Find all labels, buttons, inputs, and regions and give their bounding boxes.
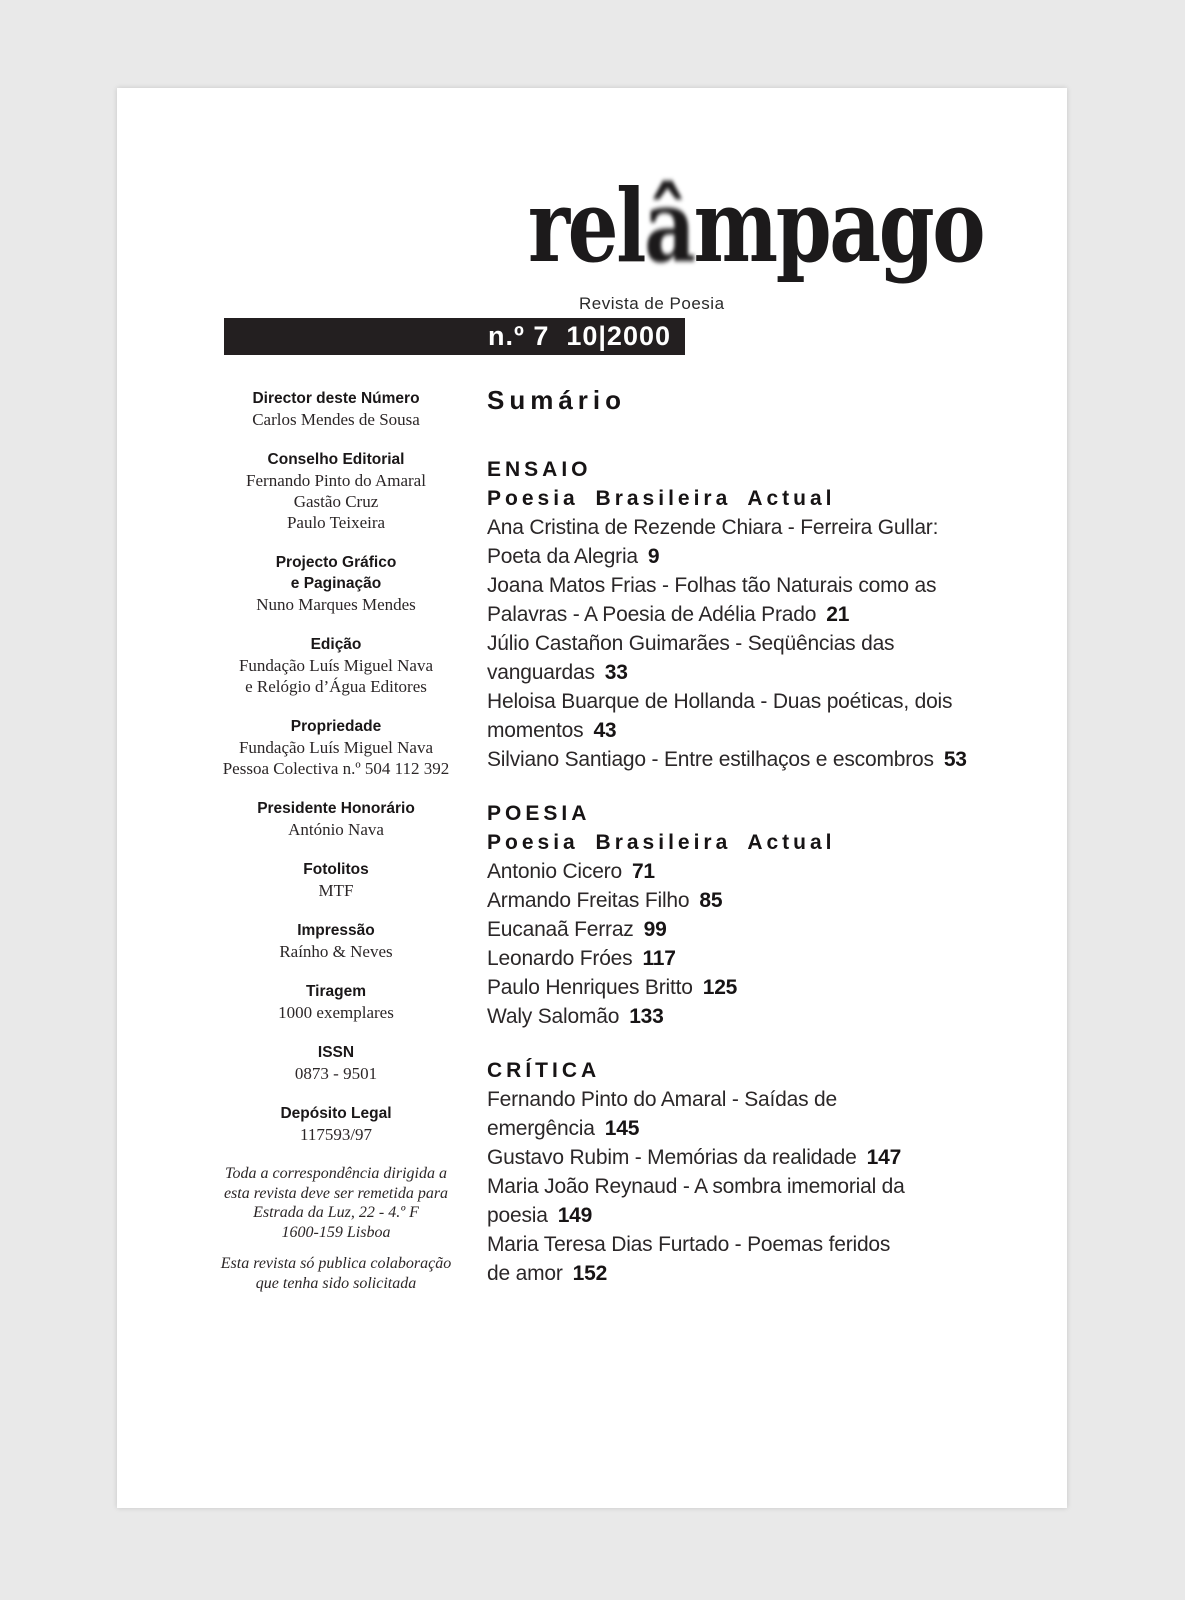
- credits-section: [186, 1103, 486, 1145]
- toc-entry-page: 33: [604, 661, 628, 684]
- credits-section: [186, 920, 486, 962]
- toc-entry-text: Heloisa Buarque de Hollanda - Duas poéticas, dois: [487, 690, 953, 713]
- credits-value: Pessoa Colectiva n.º 504 112 392: [222, 759, 450, 778]
- toc-entry-line: [487, 1201, 987, 1230]
- credits-heading: ISSN: [317, 1044, 355, 1061]
- toc-entry: [487, 857, 987, 886]
- toc-entry: [487, 915, 987, 944]
- credits-value: 117593/97: [299, 1125, 373, 1144]
- section-heading: ENSAIO: [487, 458, 592, 481]
- toc-entry-line: [487, 687, 987, 716]
- logo-blurred-letter: â: [643, 167, 694, 285]
- toc-entry-line: [487, 857, 987, 886]
- toc-entry-text: Waly Salomão: [487, 1005, 620, 1028]
- issue-number: n.º 7 10|2000: [487, 321, 671, 351]
- toc-section: [487, 1056, 987, 1288]
- toc-entry-line: [487, 915, 987, 944]
- toc-entry-line: [487, 973, 987, 1002]
- toc-entry: [487, 1230, 987, 1288]
- toc-entry-text: Joana Matos Frias - Folhas tão Naturais como as: [487, 574, 937, 597]
- credits-heading: Projecto Gráfico: [275, 554, 397, 571]
- toc-entry-line: [487, 886, 987, 915]
- toc-entry-text: Leonardo Fróes: [487, 947, 633, 970]
- toc-entry-text: Gustavo Rubim - Memórias da realidade: [487, 1146, 857, 1169]
- sidebar-note: [186, 1164, 486, 1242]
- toc-entry-page: 85: [699, 889, 723, 912]
- toc-entry-line: [487, 629, 987, 658]
- credits-section: [186, 1042, 486, 1084]
- toc-entry: [487, 1085, 987, 1143]
- toc-entry-text: vanguardas: [487, 661, 595, 684]
- toc-entry-text: Palavras - A Poesia de Adélia Prado: [487, 603, 817, 626]
- credits-value: Paulo Teixeira: [286, 513, 386, 532]
- toc-entry-page: 147: [866, 1146, 902, 1169]
- toc-entry-page: 71: [631, 860, 655, 883]
- note-line: 1600-159 Lisboa: [281, 1223, 391, 1241]
- toc-entry-text: Júlio Castañon Guimarães - Seqüências das: [487, 632, 895, 655]
- credits-value: Gastão Cruz: [293, 492, 379, 511]
- toc-entry-page: 145: [604, 1117, 640, 1140]
- toc-entry-line: [487, 716, 987, 745]
- toc-entry-text: Poeta da Alegria: [487, 545, 638, 568]
- credits-heading: Presidente Honorário: [257, 800, 415, 817]
- note-line: Estrada da Luz, 22 - 4.º F: [253, 1204, 419, 1221]
- credits-value: António Nava: [288, 820, 384, 839]
- credits-section: [186, 634, 486, 697]
- toc-entry-line: [487, 513, 987, 542]
- toc-entry: [487, 629, 987, 687]
- section-heading: POESIA: [487, 802, 591, 825]
- toc-entry: [487, 1172, 987, 1230]
- credits-value: Fundação Luís Miguel Nava: [238, 738, 434, 757]
- note-line: esta revista deve ser remetida para: [223, 1184, 449, 1202]
- toc-entry: [487, 513, 987, 571]
- section-heading: CRÍTICA: [487, 1059, 601, 1082]
- toc-entry-line: [487, 1259, 987, 1288]
- toc-entry-line: [487, 1085, 987, 1114]
- credits-sidebar: [186, 388, 486, 1303]
- credits-value: 1000 exemplares: [278, 1003, 394, 1022]
- credits-heading: Director deste Número: [252, 390, 420, 407]
- toc-entry-page: 99: [643, 918, 667, 941]
- toc-entry: [487, 886, 987, 915]
- toc-entry-line: [487, 1143, 987, 1172]
- toc-entry-text: Fernando Pinto do Amaral - Saídas de: [487, 1088, 838, 1111]
- logo-text-pre: rel: [527, 167, 644, 285]
- toc-section: [487, 799, 987, 1031]
- credits-value: Raínho & Neves: [279, 942, 393, 961]
- toc-entry-page: 43: [593, 719, 617, 742]
- toc-entry-line: [487, 600, 987, 629]
- issue-bar: [224, 318, 685, 355]
- toc-entry-line: [487, 571, 987, 600]
- toc-entry-line: [487, 1172, 987, 1201]
- logo-text-post: mpago: [693, 167, 983, 285]
- table-of-contents: [487, 385, 987, 1288]
- toc-section: [487, 455, 987, 774]
- credits-heading: Propriedade: [290, 718, 382, 735]
- credits-value: Fernando Pinto do Amaral: [246, 471, 426, 490]
- toc-entry: [487, 1143, 987, 1172]
- credits-value: Nuno Marques Mendes: [256, 595, 416, 614]
- credits-value: e Relógio d’Água Editores: [245, 677, 427, 696]
- note-line: Toda a correspondência dirigida a: [225, 1165, 447, 1182]
- credits-section: [186, 798, 486, 840]
- toc-entry-text: Antonio Cicero: [487, 860, 622, 883]
- credits-value: 0873 - 9501: [294, 1064, 378, 1083]
- credits-heading: e Paginação: [290, 575, 382, 592]
- toc-entry-page: 133: [629, 1005, 664, 1028]
- credits-section: [186, 716, 486, 779]
- note-line: Esta revista só publica colaboração: [220, 1255, 452, 1272]
- toc-entry-line: [487, 658, 987, 687]
- toc-entry-text: momentos: [487, 719, 584, 742]
- magazine-page: [117, 88, 1067, 1508]
- credits-section: [186, 859, 486, 901]
- toc-entry-line: [487, 542, 987, 571]
- toc-entry-text: Paulo Henriques Britto: [487, 976, 693, 999]
- toc-entry: [487, 944, 987, 973]
- note-line: que tenha sido solicitada: [255, 1274, 417, 1292]
- credits-heading: Edição: [310, 636, 362, 653]
- sidebar-note: [186, 1254, 486, 1293]
- toc-entry-text: poesia: [487, 1204, 548, 1227]
- toc-entry-line: [487, 745, 987, 774]
- toc-entry-text: Ana Cristina de Rezende Chiara - Ferreira Gullar:: [487, 516, 939, 539]
- toc-entry-line: [487, 1114, 987, 1143]
- toc-entry-page: 125: [702, 976, 738, 999]
- toc-entry: [487, 973, 987, 1002]
- toc-entry-text: Eucanaã Ferraz: [487, 918, 634, 941]
- toc-entry-page: 152: [572, 1262, 608, 1285]
- toc-entry: [487, 687, 987, 745]
- credits-value: Fundação Luís Miguel Nava: [238, 656, 434, 675]
- credits-section: [186, 449, 486, 533]
- credits-value: Carlos Mendes de Sousa: [252, 410, 420, 429]
- toc-entry-text: Maria João Reynaud - A sombra imemorial da: [487, 1175, 905, 1198]
- toc-entry-text: Armando Freitas Filho: [487, 889, 690, 912]
- toc-entry-text: de amor: [487, 1262, 563, 1285]
- toc-entry-page: 9: [647, 545, 660, 568]
- toc-entry-text: emergência: [487, 1117, 595, 1140]
- toc-entry: [487, 1002, 987, 1031]
- toc-entry-line: [487, 1230, 987, 1259]
- toc-entry-page: 117: [642, 947, 676, 970]
- toc-entry-line: [487, 944, 987, 973]
- credits-heading: Impressão: [297, 922, 375, 939]
- toc-entry-page: 53: [943, 748, 967, 771]
- credits-heading: Fotolitos: [303, 861, 369, 878]
- toc-sections: [487, 455, 987, 1288]
- toc-entry-page: 21: [826, 603, 850, 626]
- credits-value: MTF: [318, 881, 354, 900]
- logo-relampago: [527, 167, 983, 285]
- toc-title: Sumário: [487, 385, 627, 415]
- credits-heading: Tiragem: [305, 983, 367, 1000]
- credits-heading: Conselho Editorial: [267, 451, 405, 468]
- credits-section: [186, 552, 486, 615]
- toc-entry: [487, 571, 987, 629]
- credits-section: [186, 981, 486, 1023]
- toc-entry-page: 149: [557, 1204, 593, 1227]
- toc-entry-line: [487, 1002, 987, 1031]
- magazine-subtitle: Revista de Poesia: [579, 294, 725, 313]
- toc-entry-text: Silviano Santiago - Entre estilhaços e escombros: [487, 748, 934, 771]
- credits-heading: Depósito Legal: [280, 1105, 392, 1122]
- toc-entry-text: Maria Teresa Dias Furtado - Poemas feridos: [487, 1233, 891, 1256]
- toc-entry: [487, 745, 987, 774]
- section-subheading: Poesia Brasileira Actual: [487, 831, 836, 854]
- section-subheading: Poesia Brasileira Actual: [487, 487, 836, 510]
- credits-section: [186, 388, 486, 430]
